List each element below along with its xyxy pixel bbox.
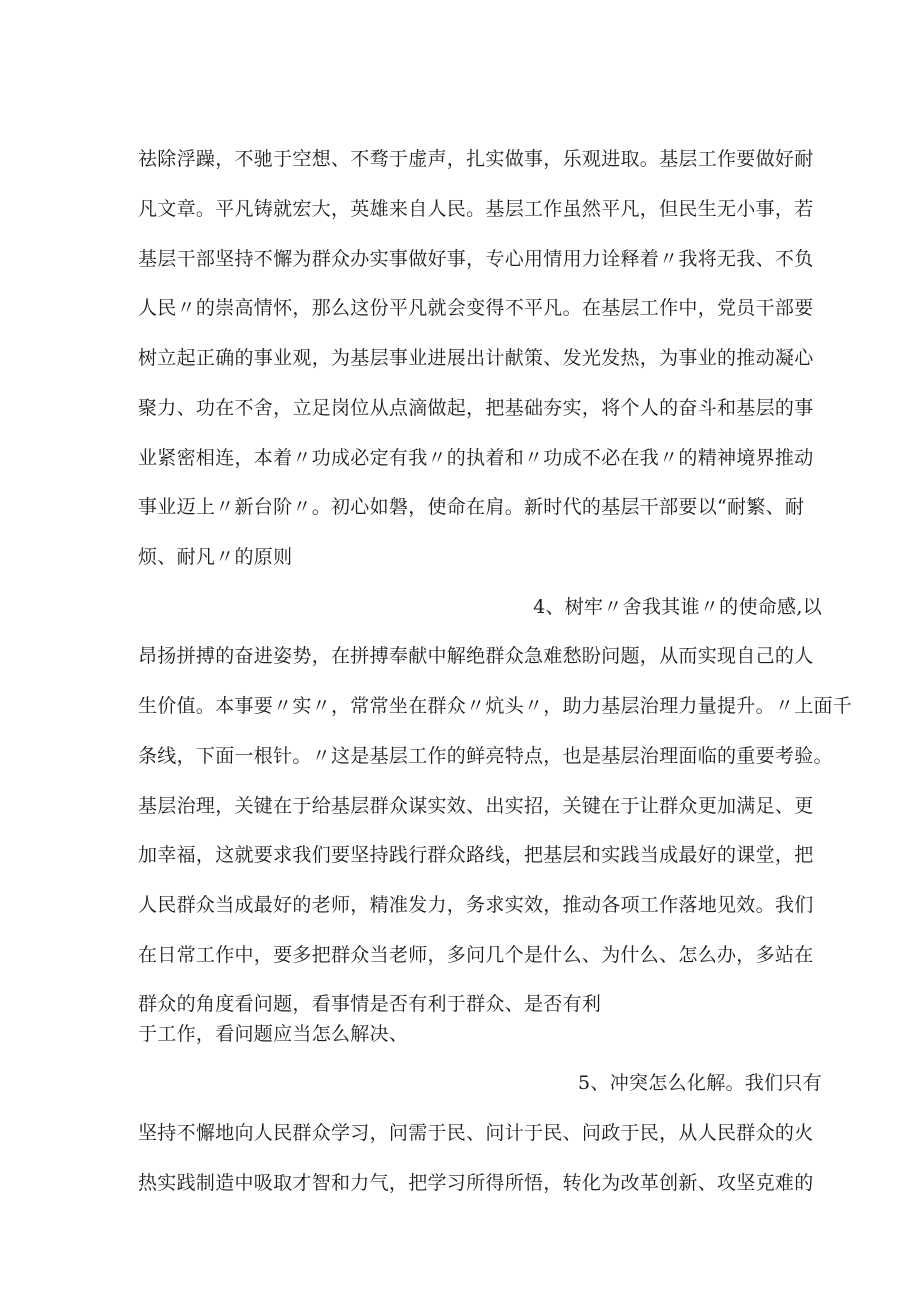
text-line: 于工作，看问题应当怎么解决、 — [138, 1023, 409, 1045]
text-line: 事业迈上〃新台阶〃。初心如磐，使命在肩。新时代的基层干部要以“耐繁、耐 — [138, 496, 805, 518]
text-line: 树立起正确的事业观，为基层事业进展出计献策、发光发热，为事业的推动凝心 — [138, 347, 814, 369]
text-line: 昂扬拼搏的奋进姿势，在拼搏奉献中解绝群众急难愁盼问题，从而实现自己的人 — [138, 645, 814, 667]
section-heading-5: 5、冲突怎么化解。我们只有 — [578, 1072, 822, 1094]
text-line: 坚持不懈地向人民群众学习，问需于民、问计于民、问政于民，从人民群众的火 — [138, 1122, 814, 1144]
text-line: 祛除浮躁，不驰于空想、不骛于虚声，扎实做事，乐观进取。基层工作要做好耐 — [138, 148, 814, 170]
text-line: 基层干部坚持不懈为群众办实事做好事，专心用情用力诠释着〃我将无我、不负 — [138, 248, 814, 270]
text-line: 生价值。本事要〃实〃，常常坐在群众〃炕头〃，助力基层治理力量提升。〃上面千 — [138, 695, 853, 717]
text-line: 烦、耐凡〃的原则 — [138, 546, 293, 568]
text-line: 人民群众当成最好的老师，精准发力，务求实效，推动各项工作落地见效。我们 — [138, 894, 814, 916]
text-line: 聚力、功在不舍，立足岗位从点滴做起，把基础夯实，将个人的奋斗和基层的事 — [138, 397, 814, 419]
text-line: 人民〃的崇高情怀，那么这份平凡就会变得不平凡。在基层工作中，党员干部要 — [138, 297, 814, 319]
text-line: 热实践制造中吸取才智和力气，把学习所得所悟，转化为改革创新、攻坚克难的 — [138, 1172, 814, 1194]
text-line: 凡文章。平凡铸就宏大，英雄来自人民。基层工作虽然平凡，但民生无小事，若 — [138, 198, 814, 220]
text-line: 条线，下面一根针。〃这是基层工作的鲜亮特点，也是基层治理面临的重要考验。 — [138, 745, 833, 767]
text-line: 基层治理，关键在于给基层群众谋实效、出实招，关键在于让群众更加满足、更 — [138, 795, 814, 817]
text-line: 群众的角度看问题，看事情是否有利于群众、是否有利 — [138, 993, 602, 1015]
text-line: 业紧密相连，本着〃功成必定有我〃的执着和〃功成不必在我〃的精神境界推动 — [138, 447, 814, 469]
text-line: 在日常工作中，要多把群众当老师，多问几个是什么、为什么、怎么办，多站在 — [138, 944, 814, 966]
text-line: 加幸福，这就要求我们要坚持践行群众路线，把基层和实践当成最好的课堂，把 — [138, 844, 814, 866]
section-heading-4: 4、树牢〃舍我其谁〃的使命感,以 — [533, 596, 822, 618]
